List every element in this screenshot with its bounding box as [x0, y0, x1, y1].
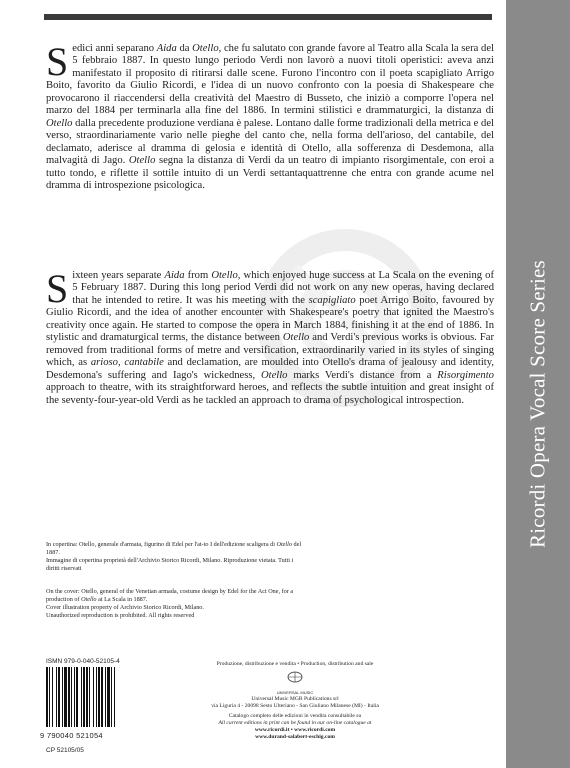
barcode-bar	[71, 667, 72, 727]
text-run: Otello	[211, 270, 238, 281]
barcode-bar	[114, 667, 115, 727]
text-run: Otello	[192, 43, 219, 54]
text-run: On the cover: Otello, general of the Venetian armada, costume design by Edel for the Act One, for a production of	[46, 588, 294, 603]
barcode-bar	[52, 667, 53, 727]
text-run: approach to theatre, with its straightforward heroes, and reflects the subtle intuition and great insight of the seventy-four-year-old Verdi as he tackled an approach to drama of psychological introspection.	[46, 382, 494, 406]
barcode-bar	[83, 667, 85, 727]
text-run: Otello	[128, 155, 156, 167]
text-run: at La Scala in 1887.	[96, 595, 148, 603]
text-run: segna la distanza di Verdi da un teatro di impianto risorgimentale, con eroi a tutto tondo, e riflette il sottile intuito di un Verdi settantaquattrenne che entra con grande acume nel dramma di introspezione psicologica.	[46, 155, 494, 191]
url-durand[interactable]: www.durand-salabert-eschig.com	[255, 734, 335, 740]
english-dropcap: S	[46, 266, 69, 311]
publisher-name: Universal Music MGB Publications srl	[251, 696, 339, 702]
text-run: Risorgimento	[437, 369, 494, 381]
text-run: Otello	[261, 369, 288, 381]
barcode-bar	[81, 667, 82, 727]
text-run: and Verdi's previous works is obvious. Far removed from traditional forms of metre and versification, extraordinarily varied in its styles of singing which, as	[46, 332, 494, 369]
credits-en-line2: Cover illustration property of Archivio Storico Ricordi, Milano.	[46, 603, 204, 611]
text-run: Otello	[46, 117, 73, 129]
text-run: arioso	[90, 357, 118, 369]
barcode-bar	[111, 667, 112, 727]
text-run: cantabile	[124, 357, 164, 369]
text-run: poet Arrigo Boito, favoured by Giulio Ricordi, and the idea of another encounter with Shakespeare's poetry that ignited the Maestro's creativity once again. He started to compose the opera in March 1884, finishing it at the end of 1886. In stylistic and dramaturgical terms, the distance between	[46, 294, 494, 344]
italian-paragraph	[46, 39, 494, 192]
barcode-bar	[98, 667, 100, 727]
text-run: , which enjoyed huge success at La Scala on the evening of 5 February 1887. During this long period Verdi did not work on any new operas, having declared that he intended to retire. It was his meeting with the	[72, 270, 494, 306]
barcode-bar	[105, 667, 106, 727]
english-paragraph	[46, 266, 494, 407]
publisher-urls	[170, 727, 420, 734]
text-run: Aida	[164, 270, 185, 281]
catalog-note-it: Catalogo completo delle edizioni in vendita consultabile su	[228, 713, 362, 719]
url-separator: •	[290, 727, 293, 733]
barcode-bar	[46, 667, 48, 727]
text-run: In copertina: Otello, generale d'armata, figurino di Edel per l'at-to I dell'edizione scaligera di	[46, 541, 277, 548]
catalog-number: CP 52105/05	[46, 747, 84, 754]
text-run: edici anni separano	[72, 43, 157, 54]
barcode-bar	[56, 667, 57, 727]
text-run: Otello	[276, 541, 292, 548]
credits-en-line3: Unauthorized reproduction is prohibited. All rights reserved	[46, 611, 195, 619]
cover-credits-italian	[46, 541, 306, 573]
text-run: , che fu salutato con grande favore al Teatro alla Scala la sera del 5 febbraio 1887. In questo lungo periodo Verdi non lavorò a nuovi titoli operistici: aveva anzi manifestato il proposito di ritirarsi dalle scene. Furono l'incontro con il poeta scapigliato Arrigo Boito, favorito da Giulio Ricordi, e l'idea di un nuovo confronto con la poesia di Shakespeare che provocarono il riaccendersi della creatività del Maestro di Busseto, che iniziò a comporre l'opera nel marzo del 1884 per terminarla alla fine del 1886. In termini stilistici e drammaturgici, la distanza di	[46, 43, 494, 117]
barcode-bar	[62, 667, 63, 727]
text-run: da	[176, 43, 193, 54]
text-run: ixteen years separate	[72, 270, 165, 281]
cover-credits-english	[46, 588, 306, 620]
url-ricordi-it[interactable]: www.ricordi.it	[254, 727, 290, 733]
series-title: Ricordi Opera Vocal Score Series	[525, 260, 550, 548]
text-run: ,	[117, 357, 125, 369]
text-run: Aida	[156, 43, 177, 54]
ismn-label: ISMN 979-0-040-52105-4	[46, 658, 120, 665]
barcode-bar	[74, 667, 75, 727]
barcode-bar	[101, 667, 103, 727]
top-rule	[44, 14, 492, 20]
text-run: Otello	[282, 332, 310, 344]
url-ricordi-com[interactable]: www.ricordi.com	[294, 727, 336, 733]
universal-music-globe-icon	[282, 670, 308, 686]
text-run: dalla precedente produzione verdiana è palese. Lontano dalle forme tradizionali della metrica e del verso, straordinariamente vario nelle pieghe del canto che, nella forma dell'arioso, del cantabile, del declamato, aderisce al dramma di gelosia e identità di Otello, alla sofferenza di Desdemona, alla malvagità di Jago.	[46, 117, 494, 167]
credits-en-line1	[46, 588, 306, 604]
barcode-bar	[76, 667, 78, 727]
barcode-number: 9 790040 521054	[40, 731, 103, 740]
text-run: Otello	[81, 595, 97, 603]
barcode-bar	[49, 667, 50, 727]
credits-it-line2: Immagine di copertina proprietà dell'Archivio Storico Ricordi, Milano. Riproduzione vietata. Tutti i diritti riservati	[46, 556, 294, 572]
credits-it-line1	[46, 541, 306, 557]
barcode-block	[40, 658, 140, 740]
barcode-bar	[107, 667, 110, 727]
universal-music-label: UNIVERSAL MUSIC	[276, 690, 314, 695]
barcode-bars	[46, 667, 134, 727]
italian-dropcap: S	[46, 39, 69, 84]
italian-text	[46, 39, 494, 191]
text-run: marks Verdi's distance from a	[287, 369, 438, 381]
publisher-block	[170, 661, 420, 741]
text-run: scapigliato	[308, 294, 356, 306]
publisher-intro: Produzione, distribuzione e vendita • Production, distribution and sale	[216, 661, 374, 667]
barcode-bar	[68, 667, 70, 727]
catalog-note-en: All current editions in print can be found in our on-line catalogue at	[218, 720, 372, 726]
english-text	[46, 266, 494, 406]
publisher-address: via Liguria 4 - 20098 Sesto Ulteriano - San Giuliano Milanese (MI) - Italia	[211, 703, 379, 709]
barcode-bar	[64, 667, 67, 727]
barcode-bar	[89, 667, 90, 727]
barcode-bar	[86, 667, 88, 727]
barcode-bar	[58, 667, 60, 727]
text-run: from	[184, 270, 212, 281]
barcode-bar	[93, 667, 94, 727]
barcode-bar	[96, 667, 97, 727]
text-run: del 1887.	[46, 541, 302, 556]
text-run: and declamation, are moulded into Otello's drama of jealousy and identity, Desdemona's suffering and Iago's wickedness,	[46, 357, 494, 381]
barcode	[40, 667, 140, 740]
